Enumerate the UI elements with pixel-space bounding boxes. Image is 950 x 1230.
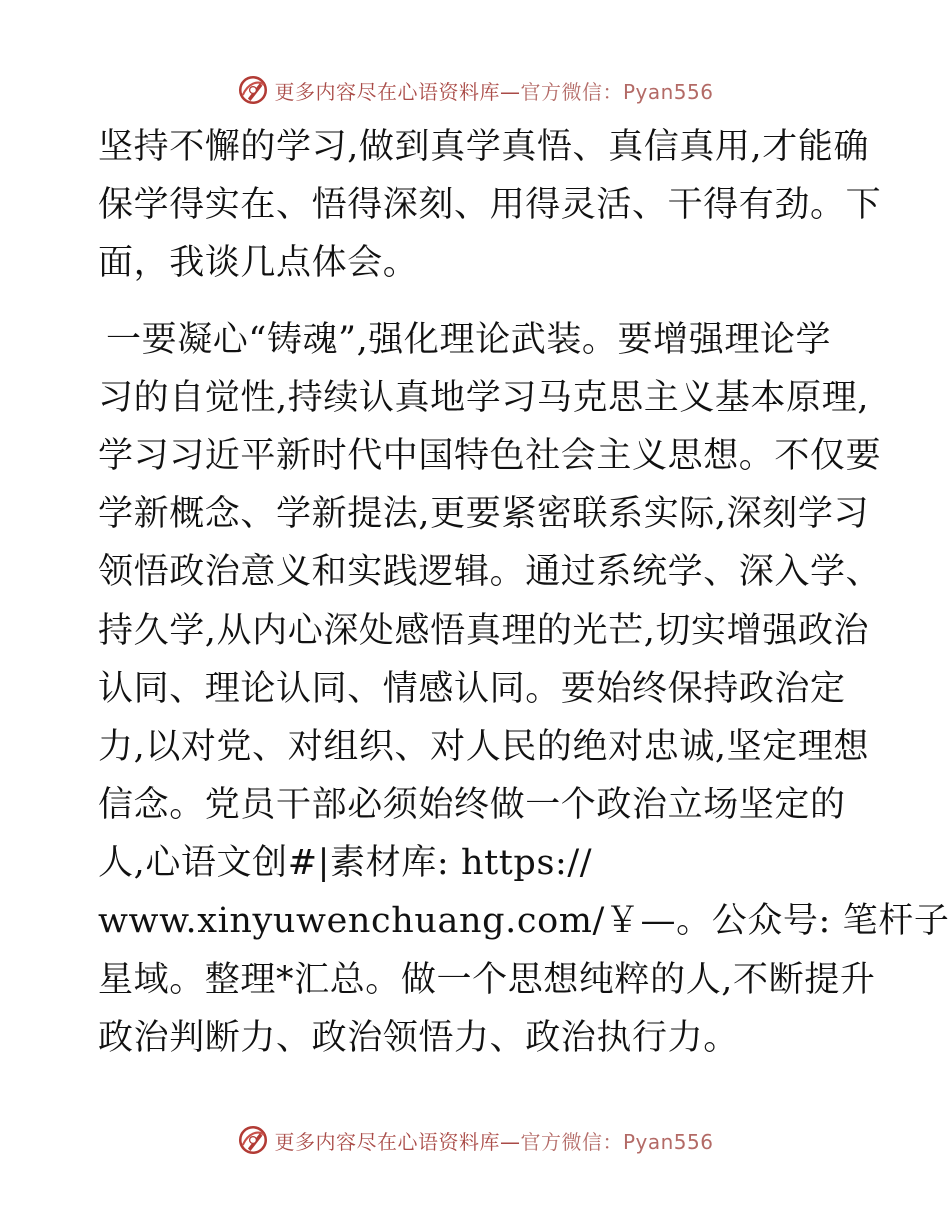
text-line: 政治判断力、政治领悟力、政治执行力。 (98, 1017, 739, 1058)
text-line: 星域。整理*汇总。做一个思想纯粹的人,不断提升 (98, 959, 876, 1000)
header-text: 更多内容尽在心语资料库—官方微信：Pyan556 (274, 79, 714, 104)
document-body (98, 118, 950, 1067)
text-line: 坚持不懈的学习,做到真学真悟、真信真用,才能确 (98, 127, 870, 167)
text-line: 领悟政治意义和实践逻辑。通过系统学、深入学、 (98, 552, 882, 593)
paragraph-2 (98, 311, 950, 1067)
header-banner (0, 70, 950, 110)
paragraph-1 (98, 118, 882, 293)
text-line: 学习习近平新时代中国特色社会主义思想。不仅要 (98, 435, 882, 476)
text-line: 保学得实在、悟得深刻、用得灵活、干得有劲。下 (98, 185, 882, 226)
pen-swirl-icon (236, 73, 270, 107)
text-line: 认同、理论认同、情感认同。要始终保持政治定 (98, 668, 846, 709)
text-line: 信念。党员干部必须始终做一个政治立场坚定的 (98, 785, 846, 826)
text-line: 习的自觉性,持续认真地学习马克思主义基本原理, (98, 377, 870, 418)
text-line: 力,以对党、对组织、对人民的绝对忠诚,坚定理想 (98, 726, 870, 767)
text-line: 面，我谈几点体会。 (98, 243, 419, 284)
text-line: 一要凝心“铸魂”,强化理论武装。要增强理论学 (106, 319, 832, 360)
footer-text: 更多内容尽在心语资料库—官方微信：Pyan556 (274, 1129, 714, 1154)
text-line: 学新概念、学新提法,更要紧密联系实际,深刻学习 (98, 494, 870, 535)
text-line: 人,心语文创#|素材库: https:// (98, 843, 593, 884)
paragraph-spacer (98, 293, 858, 311)
pen-swirl-icon (236, 1123, 270, 1157)
text-line: www.xinyuwenchuang.com/￥—。公众号: 笔杆子 (98, 901, 950, 942)
footer-banner (0, 1120, 950, 1160)
text-line: 持久学,从内心深处感悟真理的光芒,切实增强政治 (98, 610, 870, 651)
